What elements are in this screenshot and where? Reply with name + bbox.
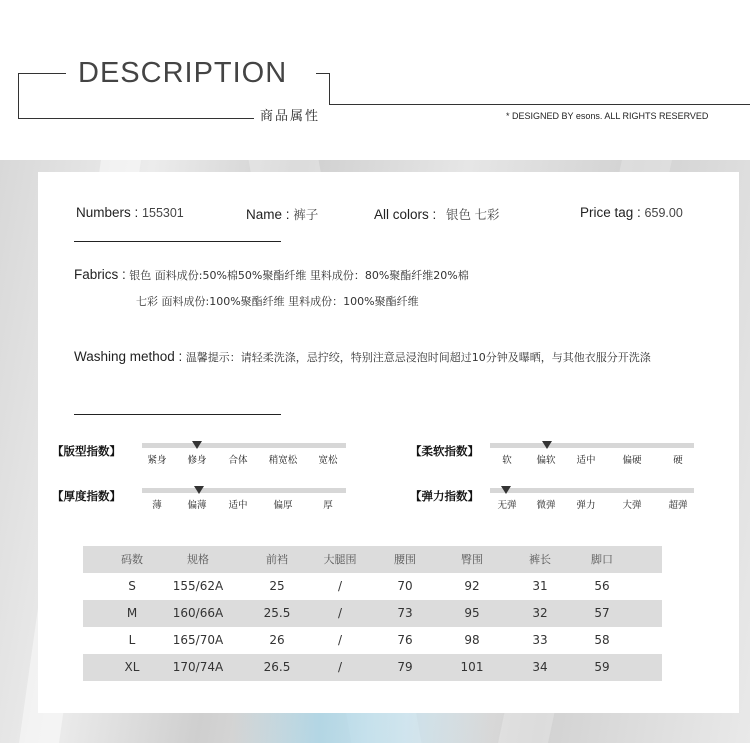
- name-label: Name :: [246, 207, 290, 222]
- table-cell: 98: [464, 633, 480, 647]
- thickness-index-marker: [194, 486, 204, 494]
- background-accent: [232, 713, 492, 743]
- table-cell: 170/74A: [172, 660, 224, 674]
- elasticity-index-label: 【弹力指数】: [410, 489, 479, 503]
- thickness-option: 偏薄: [187, 500, 207, 511]
- elasticity-option: 无弹: [497, 500, 517, 511]
- header-bracket: [329, 73, 330, 105]
- elasticity-option: 微弹: [536, 500, 556, 511]
- softness-option: 偏软: [536, 455, 556, 466]
- table-cell: /: [337, 579, 343, 593]
- softness-index-marker: [542, 441, 552, 449]
- table-cell: 25: [269, 579, 285, 593]
- table-cell: 32: [532, 606, 548, 620]
- table-cell: M: [126, 606, 138, 620]
- fabrics-silver: 银色 面料成份:50%棉50%聚酯纤维 里料成份：80%聚酯纤维20%棉: [129, 269, 469, 282]
- section-divider: [74, 241, 281, 242]
- table-row: [83, 573, 662, 600]
- table-cell: L: [128, 633, 136, 647]
- table-header-cell: 脚口: [591, 553, 613, 566]
- table-cell: 79: [397, 660, 413, 674]
- table-row: [83, 627, 662, 654]
- price-field: [580, 205, 683, 220]
- table-cell: 59: [594, 660, 610, 674]
- table-header-cell: 腰围: [394, 553, 416, 566]
- table-header-cell: 前裆: [266, 553, 288, 566]
- fabrics-label: Fabrics :: [74, 267, 126, 282]
- section-divider: [74, 414, 281, 415]
- softness-option: 偏硬: [622, 455, 642, 466]
- table-cell: 31: [532, 579, 548, 593]
- numbers-value: 155301: [142, 206, 184, 220]
- price-value: 659.00: [644, 206, 683, 220]
- softness-option: 软: [502, 455, 512, 466]
- table-cell: 70: [397, 579, 413, 593]
- page-title: DESCRIPTION: [78, 57, 288, 89]
- elasticity-option: 大弹: [622, 500, 642, 511]
- table-cell: 56: [594, 579, 610, 593]
- size-table: [83, 546, 662, 681]
- colors-label: All colors :: [374, 207, 437, 222]
- table-cell: /: [337, 606, 343, 620]
- table-header-cell: 码数: [121, 553, 143, 566]
- name-value: 裤子: [293, 208, 319, 222]
- colors-value: 银色 七彩: [446, 208, 500, 222]
- fit-index-marker: [192, 441, 202, 449]
- table-cell: 26: [269, 633, 285, 647]
- table-cell: 165/70A: [172, 633, 224, 647]
- washing-label: Washing method :: [74, 349, 183, 364]
- table-cell: 58: [594, 633, 610, 647]
- price-label: Price tag :: [580, 205, 641, 220]
- softness-option: 硬: [673, 455, 683, 466]
- table-header-cell: 规格: [187, 553, 209, 566]
- table-cell: 95: [464, 606, 480, 620]
- table-header-row: [83, 546, 662, 573]
- table-cell: 155/62A: [172, 579, 224, 593]
- table-header-cell: 臀围: [461, 553, 483, 566]
- thickness-option: 厚: [323, 500, 333, 511]
- thickness-index-track: [142, 488, 346, 493]
- header-divider: [329, 104, 750, 105]
- table-cell: 160/66A: [172, 606, 224, 620]
- numbers-label: Numbers :: [76, 205, 139, 220]
- header-bracket: [18, 73, 66, 74]
- fit-option: 宽松: [318, 455, 338, 466]
- table-cell: /: [337, 660, 343, 674]
- elasticity-index-marker: [501, 486, 511, 494]
- washing-text: 温馨提示：请轻柔洗涤，忌拧绞，特别注意忌浸泡时间超过10分钟及曝晒，与其他衣服分开洗涤: [185, 351, 651, 364]
- fit-option: 修身: [187, 455, 207, 466]
- table-cell: 73: [397, 606, 413, 620]
- fit-index-track: [142, 443, 346, 448]
- table-cell: 101: [460, 660, 484, 674]
- table-cell: /: [337, 633, 343, 647]
- table-cell: 26.5: [263, 660, 291, 674]
- table-cell: XL: [124, 660, 140, 674]
- table-row: [83, 654, 662, 681]
- thickness-index-label: 【厚度指数】: [52, 489, 121, 503]
- header-bracket: [18, 73, 19, 118]
- colors-field: [374, 205, 500, 223]
- fit-option: 稍宽松: [268, 455, 298, 466]
- table-cell: 25.5: [263, 606, 291, 620]
- table-header-cell: 裤长: [529, 553, 551, 566]
- softness-index-label: 【柔软指数】: [410, 444, 479, 458]
- name-field: [246, 205, 318, 223]
- table-cell: 92: [464, 579, 480, 593]
- thickness-option: 薄: [152, 500, 162, 511]
- table-cell: 34: [532, 660, 548, 674]
- table-cell: S: [128, 579, 136, 593]
- table-cell: 33: [532, 633, 548, 647]
- description-header: [0, 0, 750, 160]
- header-bracket: [316, 73, 330, 74]
- table-header-cell: 大腿围: [323, 553, 357, 566]
- table-row: [83, 600, 662, 627]
- fit-option: 合体: [228, 455, 248, 466]
- thickness-option: 偏厚: [273, 500, 293, 511]
- washing-method: [74, 349, 651, 365]
- fit-index-label: 【版型指数】: [52, 444, 121, 458]
- softness-option: 适中: [576, 455, 596, 466]
- copyright-note: * DESIGNED BY esons. ALL RIGHTS RESERVED: [506, 111, 709, 121]
- table-cell: 57: [594, 606, 610, 620]
- header-underline: [18, 118, 254, 119]
- page-subtitle: 商品属性: [260, 109, 321, 124]
- numbers-field: [76, 205, 184, 220]
- table-cell: 76: [397, 633, 413, 647]
- softness-index-track: [490, 443, 694, 448]
- fit-option: 紧身: [147, 455, 167, 466]
- elasticity-option: 弹力: [576, 500, 596, 511]
- fabrics-line-1: [74, 267, 469, 283]
- thickness-option: 适中: [228, 500, 248, 511]
- elasticity-index-track: [490, 488, 694, 493]
- elasticity-option: 超弹: [668, 500, 688, 511]
- fabrics-line-2: 七彩 面料成份:100%聚酯纤维 里料成份：100%聚酯纤维: [136, 295, 419, 308]
